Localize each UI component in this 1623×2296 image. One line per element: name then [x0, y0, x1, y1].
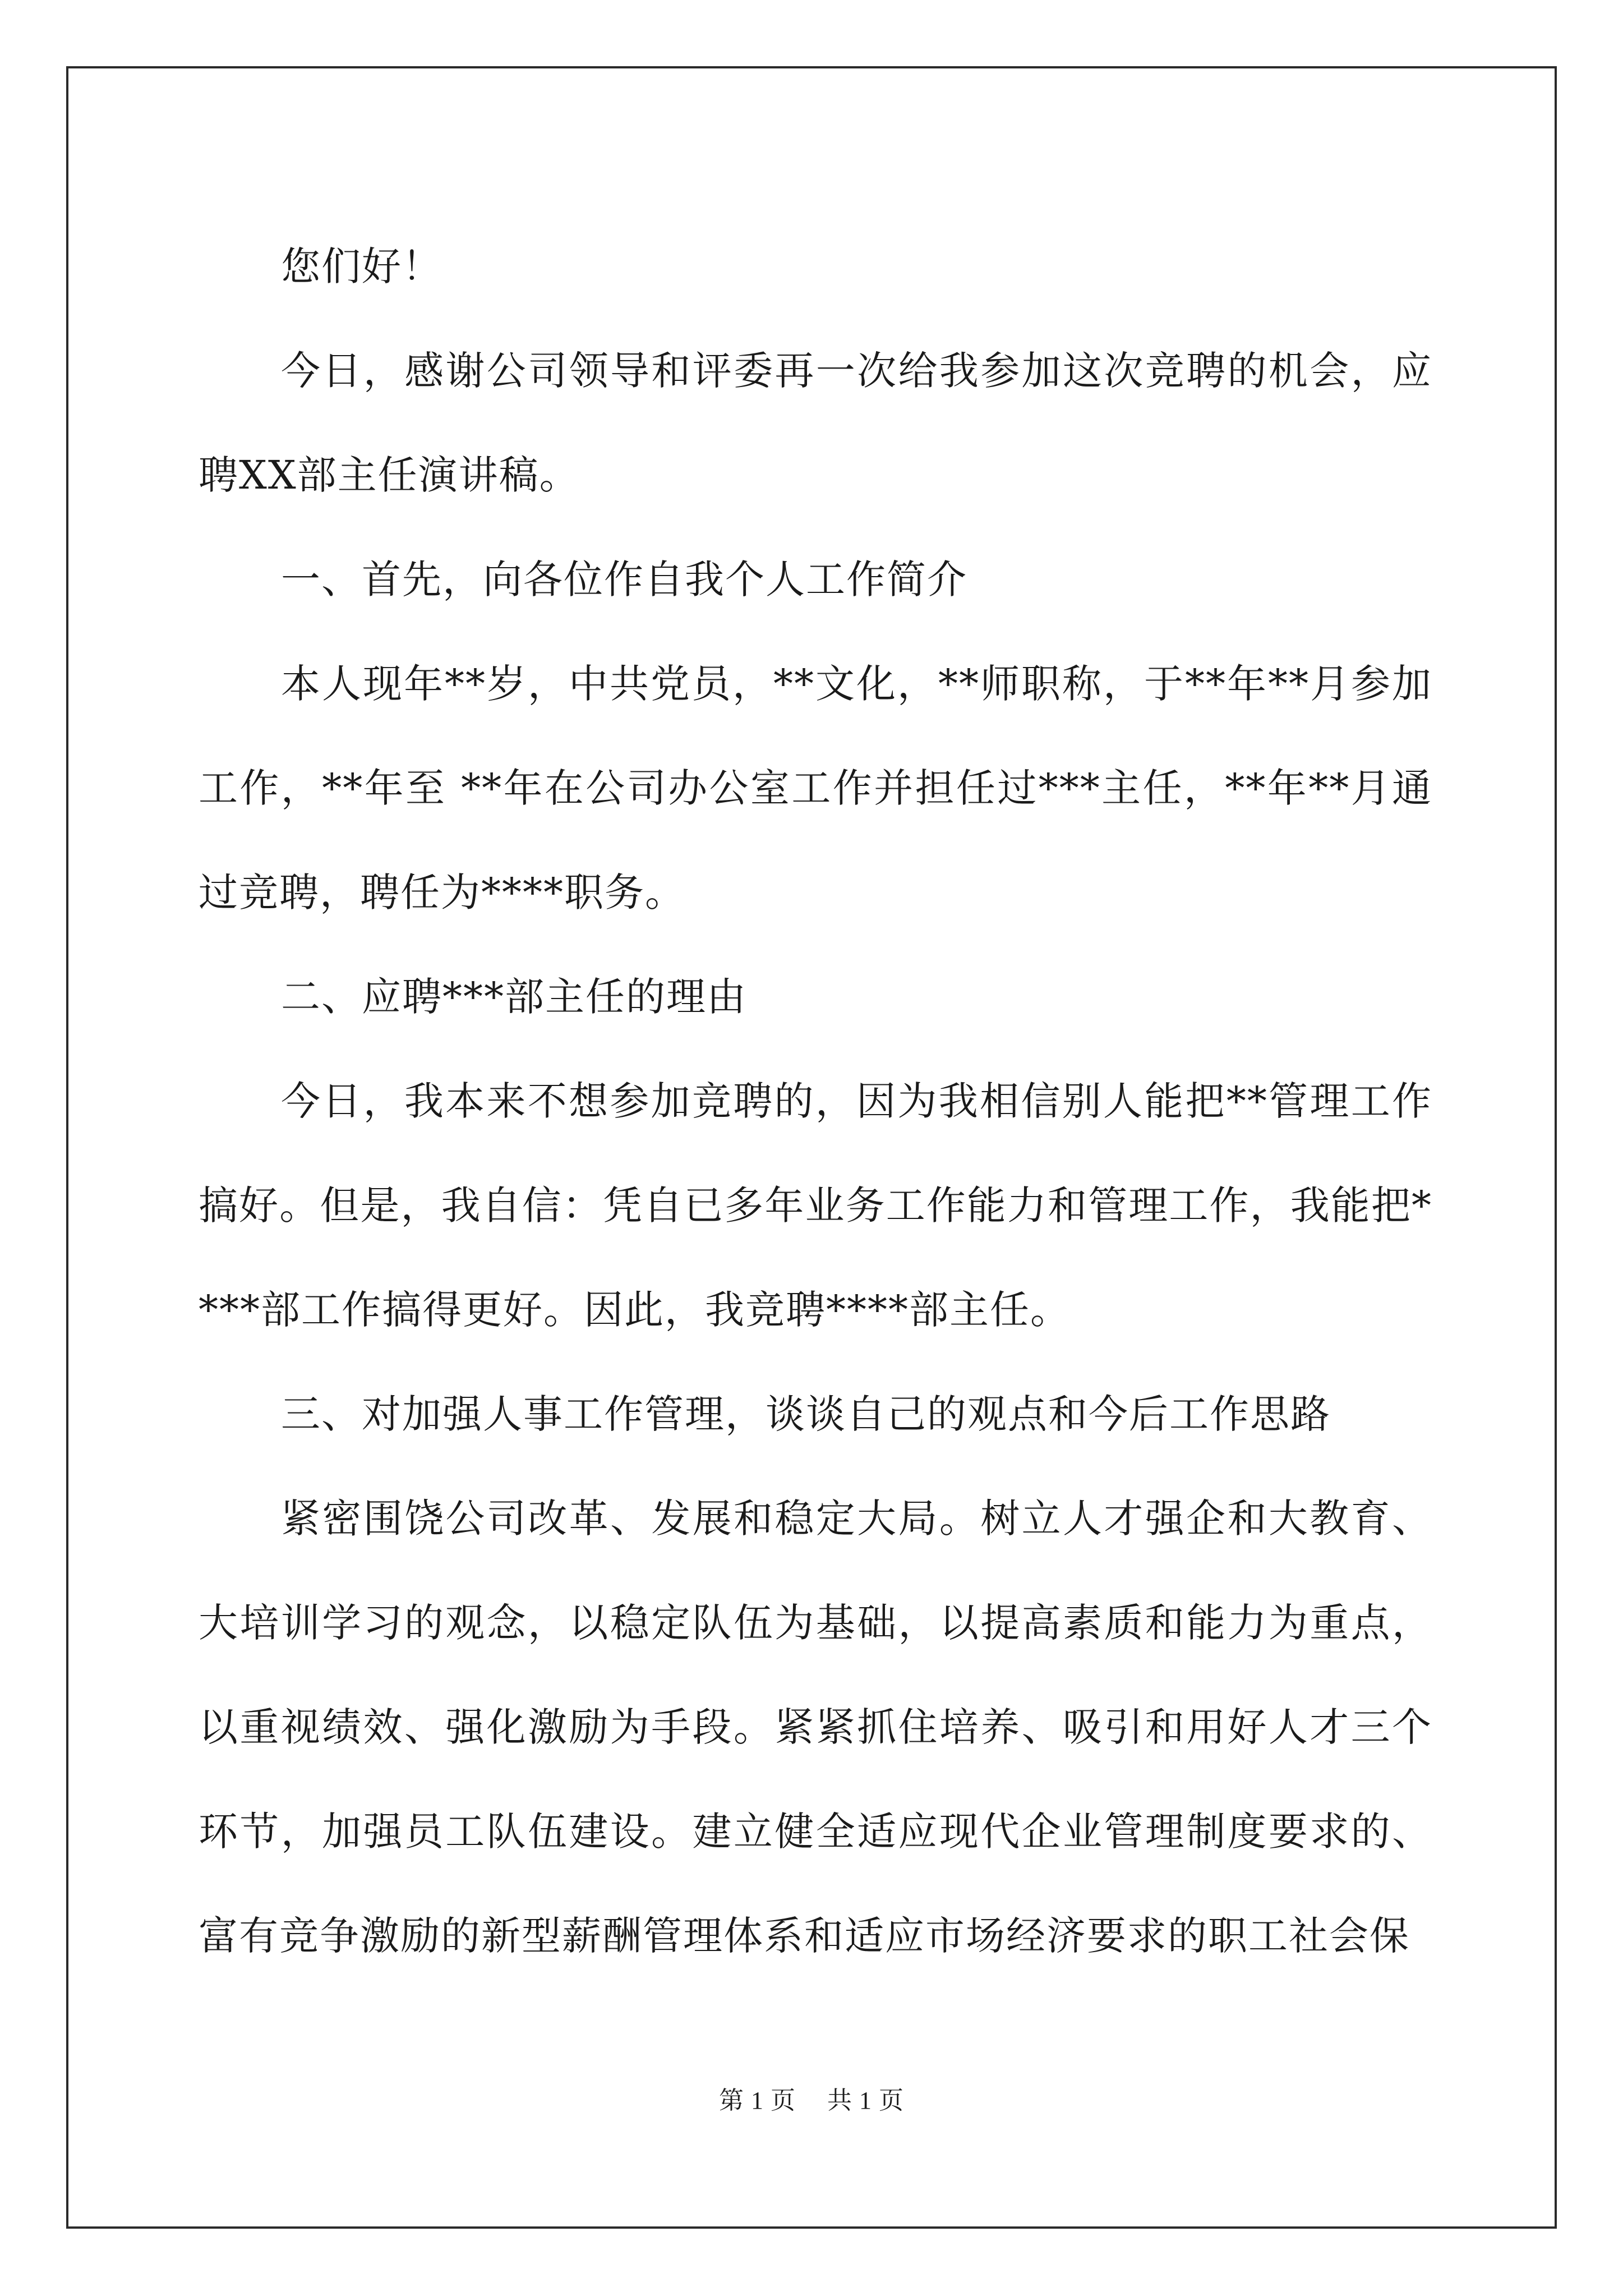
- section-heading-1: 一、首先，向各位作自我个人工作简介: [281, 556, 967, 602]
- greeting-paragraph: 您们好！: [281, 243, 442, 289]
- reason-paragraph: 今日，我本来不想参加竞聘的，因为我相信别人能把**管理工作搞好。但是，我自信：凭自已多年业务工作能力和管理工作，我能把****部工作搞得更好。因此，我竞聘****部主任。: [199, 1078, 1432, 1333]
- plan-paragraph: 紧密围饶公司改革、发展和稳定大局。树立人才强企和大教育、大培训学习的观念，以稳定队伍为基础，以提高素质和能力为重点，以重视绩效、强化激励为手段。紧紧抓住培养、吸引和用好人才三个环节，加强员工队伍建设。建立健全适应现代企业管理制度要求的、富有竞争激励的新型薪酬管理体系和适应市场经济要求的职工社会保: [199, 1496, 1432, 1959]
- opening-paragraph: 今日，感谢公司领导和评委再一次给我参加这次竞聘的机会，应聘XX部主任演讲稿。: [199, 348, 1432, 498]
- self-intro-paragraph: 本人现年**岁，中共党员，**文化，**师职称，于**年**月参加工作，**年至 **年在公司办公室工作并担任过***主任，**年**月通过竞聘，聘任为****职务。: [199, 661, 1432, 915]
- page-number: 第 1 页: [719, 2087, 796, 2114]
- section-heading-3: 三、对加强人事工作管理，谈谈自己的观点和今后工作思路: [281, 1391, 1331, 1437]
- page-total: 共 1 页: [827, 2087, 904, 2114]
- section-heading-2: 二、应聘***部主任的理由: [281, 974, 747, 1020]
- page-footer: [0, 2080, 1623, 2116]
- document-body: [199, 214, 1432, 1988]
